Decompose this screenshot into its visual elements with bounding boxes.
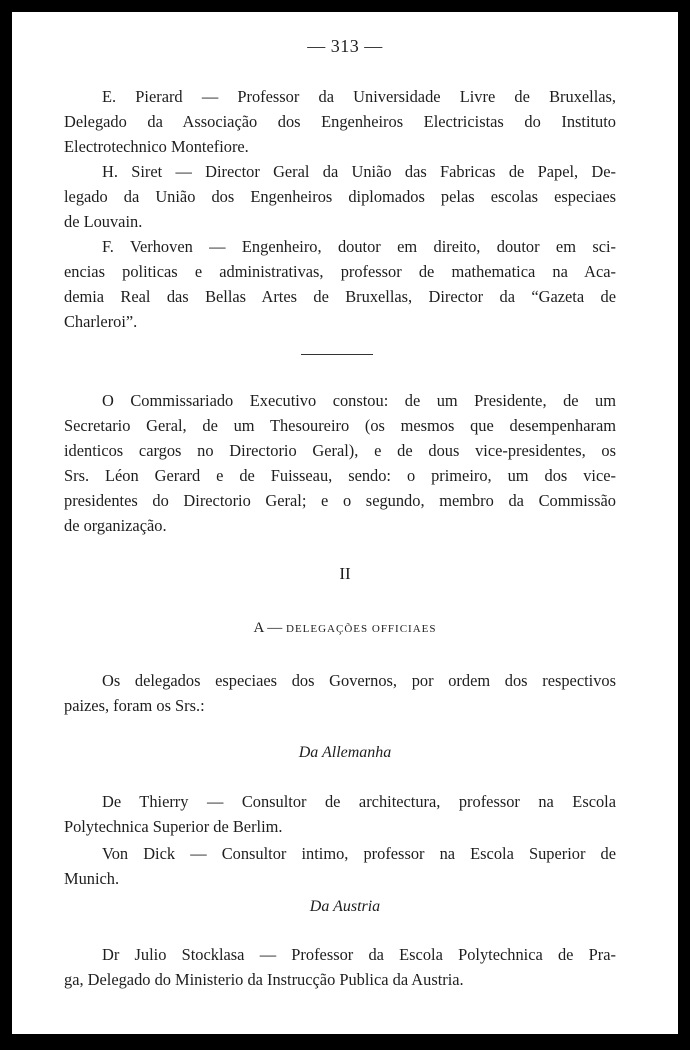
paragraph-delegados [64, 668, 616, 718]
text-line: paizes, foram os Srs.: [64, 696, 205, 715]
section-divider [301, 354, 373, 355]
text-line: Srs. Léon Gerard e de Fuisseau, sendo: o primeiro, um dos vice- [64, 466, 616, 485]
text-line: Von Dick — Consultor intimo, professor na Escola Superior de [102, 844, 616, 863]
text-line: Electrotechnico Montefiore. [64, 137, 249, 156]
section-number: II [339, 564, 351, 583]
paragraph-verhoven [64, 234, 616, 334]
text-line: legado da União dos Engenheiros diplomados pelas escolas especiaes [64, 187, 616, 206]
text-line: O Commissariado Executivo constou: de um Presidente, de um [102, 391, 616, 410]
text-line: De Thierry — Consultor de architectura, professor na Escola [102, 792, 616, 811]
text-line: F. Verhoven — Engenheiro, doutor em direito, doutor em sci- [102, 237, 616, 256]
text-line: Os delegados especiaes dos Governos, por ordem dos respectivos [102, 671, 616, 690]
text-line: presidentes do Directorio Geral; e o segundo, membro da Commissão [64, 491, 616, 510]
text-line: H. Siret — Director Geral da União das Fabricas de Papel, De- [102, 162, 616, 181]
text-line: demia Real das Bellas Artes de Bruxellas, Director da “Gazeta de [64, 287, 616, 306]
section-heading [12, 620, 678, 637]
book-page [12, 12, 678, 1034]
text-line: de organização. [64, 516, 167, 535]
text-line: Secretario Geral, de um Thesoureiro (os mesmos que desempenharam [64, 416, 616, 435]
paragraph-siret [64, 159, 616, 234]
text-line: Dr Julio Stocklasa — Professor da Escola Polytechnica de Pra- [102, 945, 616, 964]
country-heading: Da Austria [309, 898, 381, 915]
page-number: — 313 — [307, 36, 383, 56]
text-line: Polytechnica Superior de Berlim. [64, 817, 283, 836]
paragraph-commissariado [64, 388, 616, 538]
section-title: DELEGAÇÕES OFFICIAES [286, 623, 437, 635]
paragraph-pierard [64, 84, 616, 159]
text-line: encias politicas e administrativas, professor de mathematica na Aca- [64, 262, 616, 281]
text-line: identicos cargos no Directorio Geral), e de dous vice-presidentes, os [64, 441, 616, 460]
section-prefix: A — [253, 620, 283, 636]
paragraph-von-dick [64, 841, 616, 891]
country-heading: Da Allemanha [298, 744, 392, 761]
text-line: Delegado da Associação dos Engenheiros Electricistas do Instituto [64, 112, 616, 131]
text-line: ga, Delegado do Ministerio da Instrucção Publica da Austria. [64, 970, 464, 989]
paragraph-thierry [64, 789, 616, 839]
text-line: Charleroi”. [64, 312, 138, 331]
paragraph-stocklasa [64, 942, 616, 992]
text-line: de Louvain. [64, 212, 143, 231]
text-line: E. Pierard — Professor da Universidade Livre de Bruxellas, [102, 87, 616, 106]
text-line: Munich. [64, 869, 120, 888]
